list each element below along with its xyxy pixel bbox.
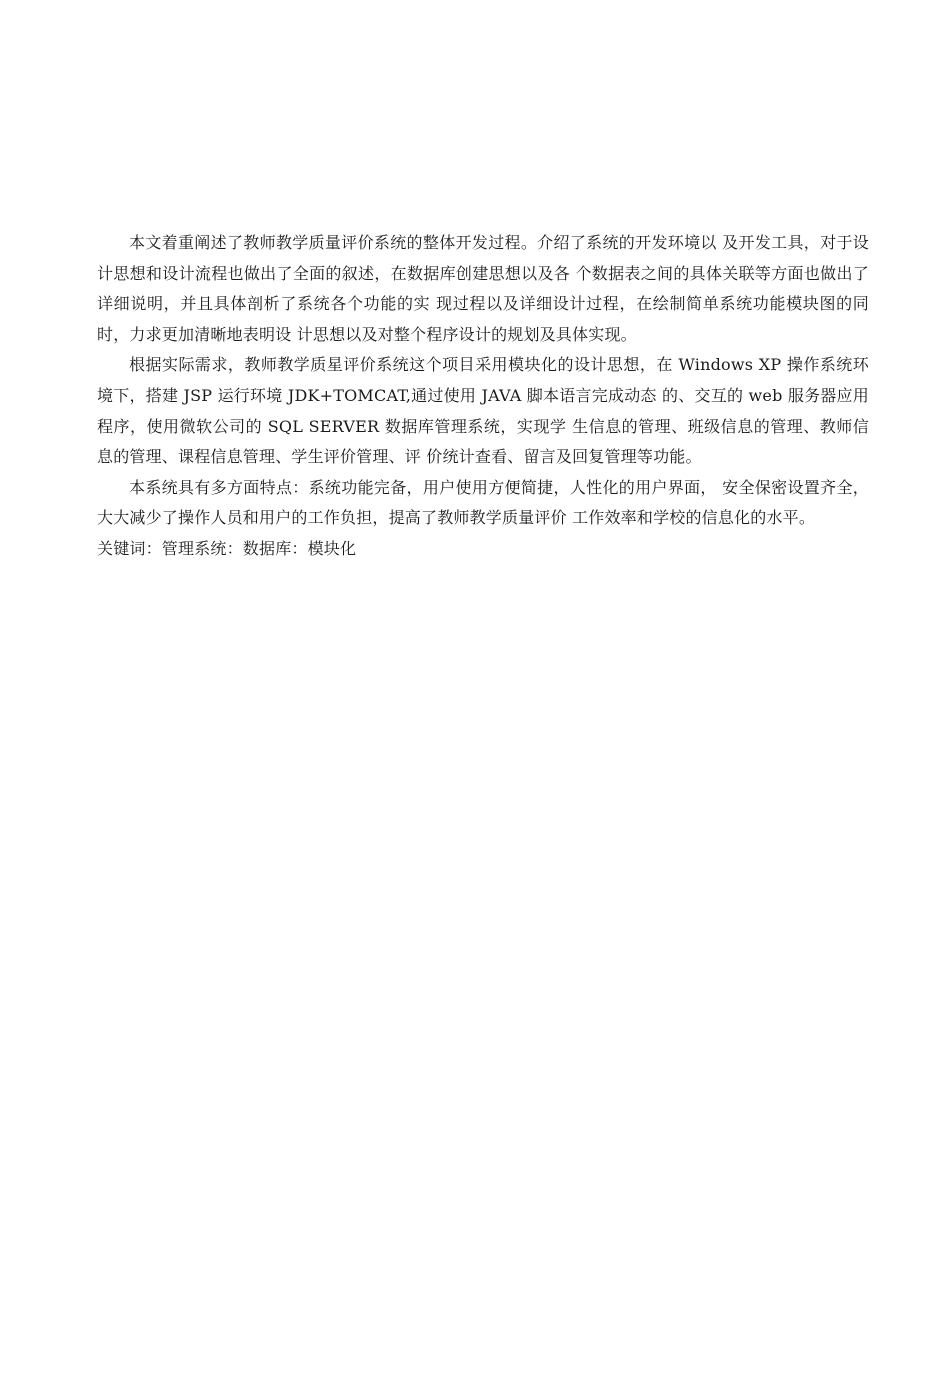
keywords-line: 关键词：管理系统：数据库：模块化	[97, 538, 357, 558]
abstract-body	[97, 228, 869, 565]
abstract-paragraph-2: 根据实际需求，教师教学质星评价系统这个项目采用模块化的设计思想，在 Windows XP 操作系统环境下，搭建 JSP 运行环境 JDK+TOMCAT,通过使用 JAVA 脚本语言完成动态 的、交互的 web 服务器应用程序，使用微软公司的 SQL SERVER 数据库管理系统，实现学 生信息的管理、班级信息的管理、教师信息的管理、课程信息管理、学生评价管理、评 价统计查看、留言及回复管理等功能。	[97, 355, 869, 467]
abstract-paragraph-1: 本文着重阐述了教师教学质量评价系统的整体开发过程。介绍了系统的开发环境以 及开发工具，对于设计思想和设计流程也做出了全面的叙述，在数据库创建思想以及各 个数据表之间的具体关联等方面也做出了详细说明，并且具体剖析了系统各个功能的实 现过程以及详细设计过程，在绘制简单系统功能模块图的同时，力求更加清晰地表明设 计思想以及对整个程序设计的规划及具体实现。	[97, 233, 869, 344]
abstract-paragraph-3: 本系统具有多方面特点：系统功能完备，用户使用方便简捷，人性化的用户界面， 安全保密设置齐全，大大减少了操作人员和用户的工作负担，提高了教师教学质量评价 工作效率和学校的信息化的水平。	[97, 477, 869, 528]
